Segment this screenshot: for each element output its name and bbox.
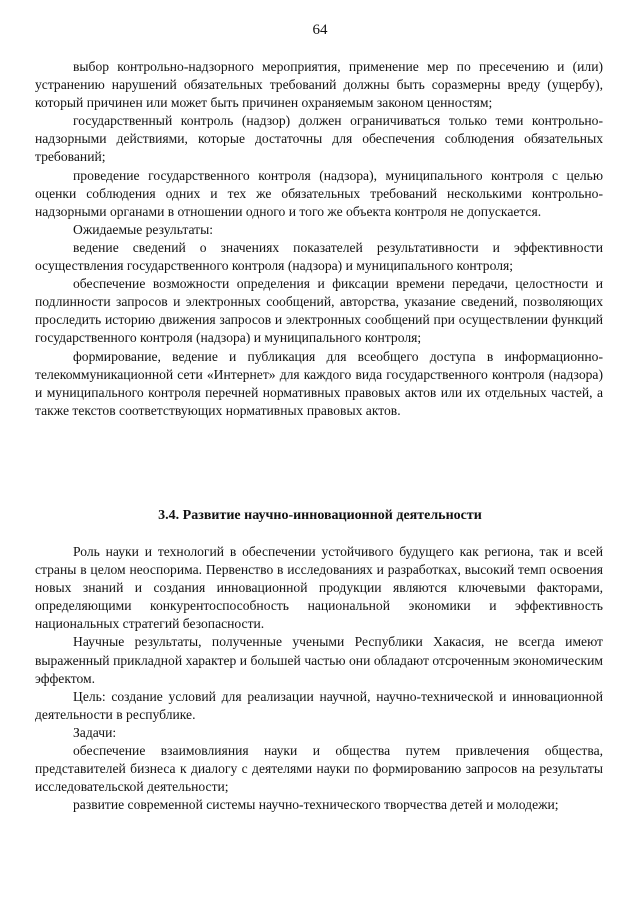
page-number: 64 [312, 22, 328, 38]
paragraph: Роль науки и технологий в обеспечении устойчивого будущего как региона, так и всей страны в целом неоспорима. Первенство в исследованиях и разработках, высокий темп освоения новых знаний и создания инновационной продукции являются ключевыми факторами, определяющими конкурентоспособность национальной экономики и эффективность национальных стратегий безопасности. [35, 544, 603, 632]
paragraph: обеспечение возможности определения и фиксации времени передачи, целостности и подлинности запросов и электронных сообщений, авторства, указание сведений, позволяющих проследить историю движения запросов и электронных сообщений при осуществлении функций государственного контроля (надзора) и муниципального контроля; [35, 276, 603, 346]
section-body-control [35, 58, 603, 420]
paragraph: государственный контроль (надзор) должен ограничиваться только теми контрольно-надзорными действиями, которые достаточны для обеспечения соблюдения обязательных требований; [35, 113, 603, 165]
paragraph: выбор контрольно-надзорного мероприятия, применение мер по пресечению и (или) устранению нарушений обязательных требований должны быть соразмерны вреду (ущербу), который причинен или может быть причинен охраняемым законом ценностям; [35, 59, 603, 111]
paragraph: формирование, ведение и публикация для всеобщего доступа в информационно-телекоммуникационной сети «Интернет» для каждого вида государственного контроля (надзора) и муниципального контроля перечней нормативных правовых актов или их отдельных частей, а также текстов соответствующих нормативных правовых актов. [35, 348, 603, 418]
paragraph: Ожидаемые результаты: [73, 221, 214, 237]
paragraph: ведение сведений о значениях показателей результативности и эффективности осуществления государственного контроля (надзора) и муниципального контроля; [35, 239, 603, 274]
paragraph: Научные результаты, полученные учеными Республики Хакасия, не всегда имеют выраженный прикладной характер и большей частью они обладают отсроченным экономическим эффектом. [35, 634, 603, 686]
paragraph: Задачи: [73, 724, 117, 740]
paragraph: развитие современной системы научно-технического творчества детей и молодежи; [73, 797, 559, 813]
paragraph: проведение государственного контроля (надзора), муниципального контроля с целью оценки соблюдения одних и тех же обязательных требований несколькими контрольно-надзорными органами в отношении одного и того же объекта контроля не допускается. [35, 167, 603, 219]
paragraph: обеспечение взаимовлияния науки и общества путем привлечения общества, представителей бизнеса к диалогу с деятелями науки по формированию запросов на результаты исследовательской деятельности; [35, 743, 603, 795]
section-body-science [35, 543, 603, 814]
paragraph: Цель: создание условий для реализации научной, научно-технической и инновационной деятельности в республике. [35, 688, 603, 722]
section-heading: 3.4. Развитие научно-инновационной деятельности [158, 508, 482, 523]
